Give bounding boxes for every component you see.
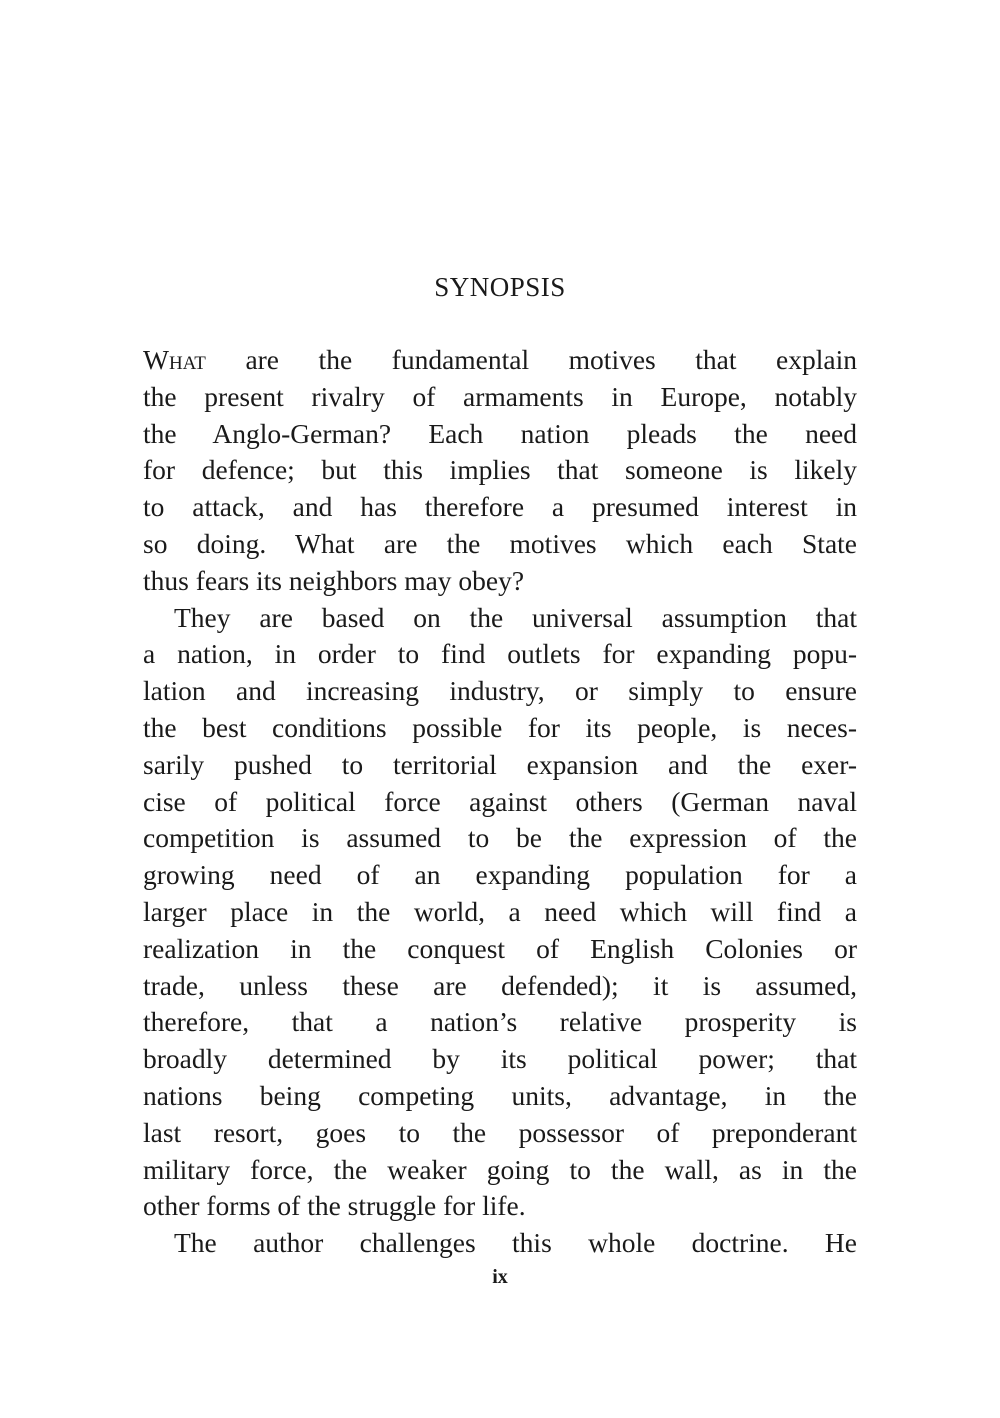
text-line: They are based on the universal assumption that [174, 601, 857, 633]
text-line: for defence; but this implies that someone is likely [143, 454, 857, 486]
text-line: thus fears its neighbors may obey? [143, 564, 525, 596]
text-line: the present rivalry of armaments in Europe, notably [143, 380, 857, 412]
page-title: SYNOPSIS [434, 272, 566, 302]
text-line: lation and increasing industry, or simply to ensure [143, 675, 857, 707]
text-line: other forms of the struggle for life. [143, 1190, 526, 1222]
text-line: broadly determined by its political power; that [143, 1043, 857, 1075]
text-line: the best conditions possible for its people, is neces- [143, 711, 857, 743]
text-line: realization in the conquest of English Colonies or [143, 932, 857, 964]
text-line-rest: are the fundamental motives that explain [205, 344, 857, 375]
text-line: sarily pushed to territorial expansion and the exer- [143, 748, 857, 780]
page-number: ix [492, 1266, 508, 1288]
text-line [143, 342, 857, 379]
synopsis-text [143, 342, 857, 1262]
text-line: last resort, goes to the possessor of preponderant [143, 1116, 857, 1148]
text-line: the Anglo-German? Each nation pleads the need [143, 417, 857, 449]
text-line: competition is assumed to be the expression of the [143, 822, 857, 854]
text-line: trade, unless these are defended); it is assumed, [143, 969, 857, 1001]
text-line: cise of political force against others (German naval [143, 785, 857, 817]
text-line: military force, the weaker going to the wall, as in the [143, 1153, 857, 1185]
text-line: therefore, that a nation’s relative prosperity is [143, 1006, 857, 1038]
text-line: so doing. What are the motives which each State [143, 527, 857, 559]
text-line: larger place in the world, a need which will find a [143, 895, 857, 927]
text-line: The author challenges this whole doctrine. He [174, 1227, 857, 1259]
text-line: nations being competing units, advantage, in the [143, 1079, 857, 1111]
text-line: to attack, and has therefore a presumed interest in [143, 491, 857, 523]
text-line: a nation, in order to find outlets for expanding popu- [143, 638, 857, 670]
text-line: growing need of an expanding population for a [143, 859, 857, 891]
lead-word: What [143, 344, 206, 375]
